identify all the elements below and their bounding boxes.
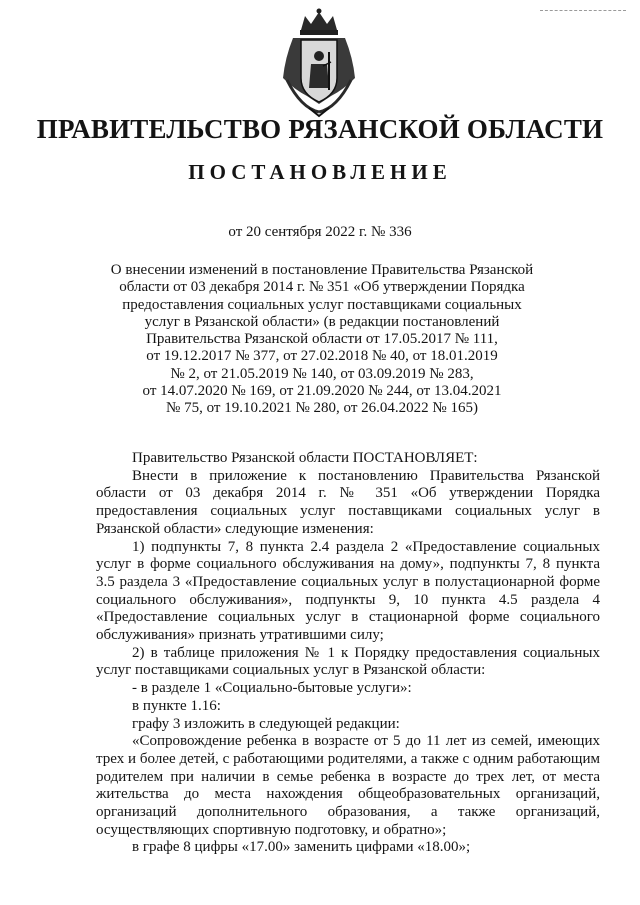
subject-line: предоставления социальных услуг поставщиками социальных (122, 296, 522, 313)
item-2-paragraph: 2) в таблице приложения № 1 к Порядку предоставления социальных услуг поставщиками социальных услуг в Рязанской области: (96, 644, 600, 679)
intro-paragraph: Внести в приложение к постановлению Правительства Рязанской области от 03 декабря 2014 г. № 351 «Об утверждении Порядка предоставления социальных услуг поставщиками социальных услуг в Рязанской области» следующие изменения: (96, 467, 600, 537)
column-8-paragraph: в графе 8 цифры «17.00» заменить цифрами «18.00»; (132, 839, 471, 856)
organization-title: ПРАВИТЕЛЬСТВО РЯЗАНСКОЙ ОБЛАСТИ (36, 114, 604, 144)
subject-line: № 2, от 21.05.2019 № 140, от 03.09.2019 № 283, (170, 365, 474, 382)
column-3-paragraph: графу 3 изложить в следующей редакции: (132, 715, 400, 732)
coat-of-arms-icon (271, 8, 367, 118)
document-type: ПОСТАНОВЛЕНИЕ (188, 160, 452, 184)
subject-line: услуг в Рязанской области» (в редакции постановлений (144, 313, 500, 330)
subject-line: от 19.12.2017 № 377, от 27.02.2018 № 40, от 18.01.2019 (146, 348, 498, 365)
point-paragraph: в пункте 1.16: (132, 697, 221, 714)
subject-line: Правительства Рязанской области от 17.05.2017 № 111, (146, 331, 498, 348)
resolves-paragraph: Правительство Рязанской области ПОСТАНОВЛЯЕТ: (132, 450, 478, 466)
section-1-paragraph: - в разделе 1 «Социально-бытовые услуги»: (132, 680, 412, 697)
quote-paragraph: «Сопровождение ребенка в возрасте от 5 до 11 лет из семей, имеющих трех и более детей, с работающими родителями, а также с одним работающим родителем при наличии в семье ребенка в возрасте до трех лет, от места жительства до места нахождения общеобразовательных организаций, организаций дополнительного образования, а также организаций, осуществляющих спортивную подготовку, и обратно»; (96, 733, 600, 838)
subject-line: О внесении изменений в постановление Правительства Рязанской (110, 262, 534, 278)
document-subject (106, 262, 538, 418)
document-date-number: от 20 сентября 2022 г. № 336 (228, 224, 412, 240)
scan-corner-mark (540, 10, 626, 11)
subject-line: области от 03 декабря 2014 г. № 351 «Об утверждении Порядка (119, 279, 525, 296)
item-1-paragraph: 1) подпункты 7, 8 пункта 2.4 раздела 2 «Предоставление социальных услуг в форме социального обслуживания на дому», подпункты 7, 8 пункта 3.5 раздела 3 «Предоставление социальных услуг в полустационарной форме социального обслуживания», подпункты 9, 10 пункта 4.5 раздела 4 «Предоставление социальных услуг в стационарной форме социального обслуживания» признать утратившими силу; (96, 538, 600, 644)
subject-line: от 14.07.2020 № 169, от 21.09.2020 № 244, от 13.04.2021 (142, 383, 502, 400)
document-body (96, 450, 600, 857)
subject-line: № 75, от 19.10.2021 № 280, от 26.04.2022 № 165) (166, 400, 478, 417)
